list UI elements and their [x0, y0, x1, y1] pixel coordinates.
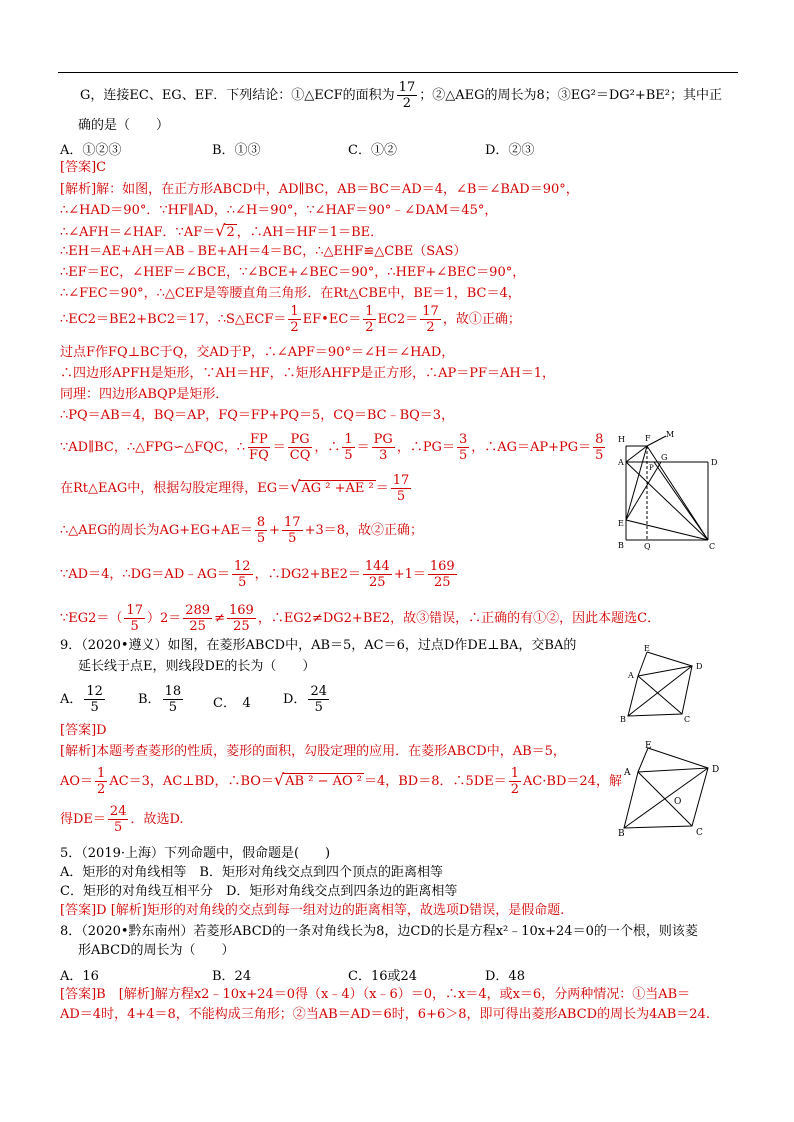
numerator: 24: [310, 684, 327, 699]
denominator: 5: [114, 820, 123, 835]
numerator: 1: [510, 766, 519, 781]
q9-option-c: C． 4: [213, 696, 251, 711]
fraction: [227, 603, 256, 634]
q9-option-d: [283, 684, 331, 715]
label-h: H: [618, 435, 625, 444]
fraction: [183, 603, 212, 634]
q8-solution-line: [60, 559, 459, 590]
fraction: [308, 684, 329, 715]
label-a: A: [628, 671, 634, 680]
numerator: 17: [398, 80, 416, 95]
denominator: 5: [458, 448, 468, 463]
solution-text: AC＝3，AC⊥BD，∴BO＝: [109, 774, 274, 789]
q9-answer: [答案]D: [60, 723, 107, 738]
q8-stem-line-1: [80, 80, 722, 111]
solution-text: ．故选D.: [130, 812, 184, 827]
solution-text: ∵AD∥BC，∴△FPG∽△FQC，∴: [60, 440, 246, 455]
q5-options-cd: C．矩形的对角线互相平分 D．矩形对角线交点到四条边的距离相等: [60, 884, 458, 899]
solution-text: ∵EG2＝（: [60, 611, 123, 626]
numerator: PG: [290, 432, 310, 447]
label-m: M: [666, 430, 675, 439]
q9-stem-line-1: 9．（2020•遵义）如图，在菱形ABCD中，AB＝5，AC＝6，过点D作DE⊥BA，交BA的: [60, 638, 577, 653]
label-d: D: [711, 458, 718, 467]
q8b-option-c: C．16或24: [348, 969, 418, 984]
q8b-stem-line-2: 形ABCD的周长为（ ）: [78, 943, 235, 958]
numerator: 17: [392, 473, 410, 488]
option-label: D．: [283, 692, 307, 707]
q8-stem-text: G，连接EC、EG、EF．下列结论：①△ECF的面积为: [80, 88, 395, 103]
q9-stem-line-2: 延长线于点E，则线段DE的长为（ ）: [78, 659, 316, 674]
q8-solution-line: 同理：四边形ABQP是矩形．: [60, 387, 229, 402]
label-p: P: [649, 464, 654, 472]
numerator: FP: [250, 432, 268, 447]
numerator: 17: [126, 603, 143, 618]
fraction: [342, 432, 354, 463]
radicand: AG ² +AE ²: [301, 481, 374, 496]
solution-text: 得DE＝: [60, 812, 106, 827]
numerator: 1: [97, 766, 106, 781]
denominator: 5: [90, 700, 99, 715]
label-b: B: [620, 715, 626, 724]
q5-stem: 5．（2019·上海）下列命题中，假命题是( ): [60, 846, 331, 861]
solution-text: ，故①正确；: [442, 312, 521, 327]
fraction: [247, 432, 271, 463]
fraction: [163, 684, 184, 715]
q8-solution-line: [60, 603, 660, 634]
fraction: [420, 304, 441, 335]
numerator: 17: [422, 304, 439, 319]
label-d: D: [712, 765, 720, 775]
fraction: [593, 432, 605, 463]
solution-text: ＝4，BD＝8．∴5DE＝: [363, 774, 507, 789]
numerator: 1: [344, 432, 353, 447]
solution-text: ＝: [375, 481, 389, 496]
numerator: 3: [458, 432, 468, 447]
fraction: [428, 559, 457, 590]
label-a: A: [618, 458, 624, 467]
rhombus-figure-large: [616, 738, 726, 838]
radicand: AB ² − AO ²: [285, 774, 362, 789]
fraction: [232, 559, 253, 590]
numerator: 144: [364, 559, 390, 574]
denominator: 2: [365, 320, 374, 335]
q5-options-ab: A．矩形的对角线相等 B．矩形对角线交点到四个顶点的距离相等: [60, 865, 443, 880]
q8-solution-line: ∴∠HAD＝90°．∵HF∥AD，∴∠H＝90°，∵∠HAF＝90°﹣∠DAM＝45°，: [60, 203, 498, 218]
fraction: [397, 80, 418, 111]
denominator: 5: [314, 700, 323, 715]
solution-text: ＝: [272, 440, 286, 455]
solution-text: EC2＝: [377, 312, 419, 327]
solution-text: +1＝: [393, 567, 426, 582]
q8-solution-line: ∴四边形APFH是矩形，∵AH＝HF，∴矩形AHFP是正方形，∴AP＝PF＝AH＝1，: [60, 366, 555, 381]
denominator: 25: [233, 619, 250, 634]
radical-sign: √: [290, 477, 301, 496]
solution-text: 在Rt△EAG中，根据勾股定理得，EG＝: [60, 481, 291, 496]
q8-solution-line: [60, 223, 383, 241]
denominator: 2: [97, 782, 106, 797]
denominator: 25: [189, 619, 206, 634]
q8b-option-d: D．48: [485, 969, 525, 984]
fraction: [457, 432, 469, 463]
numerator: 12: [86, 684, 103, 699]
denominator: FQ: [249, 448, 269, 463]
fraction: [363, 559, 392, 590]
denominator: 5: [238, 575, 247, 590]
denominator: 5: [288, 531, 297, 546]
label-e: E: [644, 644, 650, 653]
q8b-option-b: B．24: [212, 969, 252, 984]
q8-solution-line: [60, 432, 607, 463]
solution-text: ，∴DG2+BE2＝: [254, 567, 361, 582]
label-d: D: [696, 662, 703, 671]
denominator: 5: [130, 619, 139, 634]
numerator: 17: [284, 515, 301, 530]
q8b-answer: [答案]B [解析]解方程x2﹣10x+24＝0得（x﹣4）（x﹣6）＝0，∴x＝4，或x＝6，分两种情况：①当AB＝: [60, 987, 691, 1002]
numerator: 18: [164, 684, 182, 699]
fraction: [84, 684, 105, 715]
label-e: E: [645, 741, 652, 751]
numerator: 8: [256, 515, 266, 530]
label-q: Q: [644, 542, 651, 551]
fraction: [391, 473, 412, 504]
rhombus-figure-small: [616, 640, 716, 724]
q8-solution-line: [60, 473, 413, 504]
q8-solution-line: ∴∠FEC＝90°，∴△CEF是等腰直角三角形．在Rt△CBE中，BE＝1，BC＝4，: [60, 286, 521, 301]
numerator: 24: [109, 804, 127, 819]
fraction: [288, 304, 300, 335]
q8-option-c: C．①②: [348, 143, 397, 158]
q8-stem-line-2: 确的是（ ）: [78, 118, 170, 133]
q8-option-d: D．②③: [485, 143, 535, 158]
solution-text: ，∴: [314, 440, 341, 455]
numerator: PG: [373, 432, 393, 447]
label-e: E: [618, 519, 624, 528]
numerator: 169: [228, 603, 254, 618]
q8-solution-line: ∴EF＝EC，∠HEF＝∠BCE，∵∠BCE+∠BEC＝90°，∴HEF+∠BEC＝90°，: [60, 265, 526, 280]
fraction: [124, 603, 145, 634]
fraction: [288, 432, 313, 463]
option-label: A．: [60, 692, 83, 707]
label-c: C: [696, 828, 703, 838]
solution-text: ，∴AH＝HF＝1＝BE．: [236, 225, 384, 240]
fraction: [95, 766, 107, 797]
q8b-answer-cont: AD＝4时，4+4＝8，不能构成三角形；②当AB＝AD＝6时，6+6＞8，即可得出菱形ABCD的周长为4AB＝24.: [60, 1007, 710, 1022]
q8-solution-line: [60, 304, 521, 335]
numerator: 289: [185, 603, 211, 618]
denominator: 25: [434, 575, 451, 590]
solution-text: EF•EC＝: [302, 312, 362, 327]
solution-text: AC·BD＝24，解: [522, 774, 622, 789]
denominator: 25: [369, 575, 386, 590]
q8-solution-line: ∴PQ＝AB＝4，BQ＝AP，FQ＝FP+PQ＝5，CQ＝BC﹣BQ＝3，: [60, 408, 455, 423]
denominator: 5: [396, 489, 406, 504]
solution-text: ∵AD＝4，∴DG＝AD﹣AG＝: [60, 567, 231, 582]
q9-option-b: [138, 684, 185, 715]
q8b-stem-line-1: 8．（2020•黔东南州）若菱形ABCD的一条对角线长为8，边CD的长是方程x²﹣10x+24＝0的一个根，则该菱: [60, 924, 698, 939]
numerator: 169: [429, 559, 455, 574]
q8-solution-line: ∴EH＝AE+AH＝AB﹣BE+AH＝4＝BC，∴△EHF≌△CBE（SAS）: [60, 244, 467, 259]
q8-solution-line: 过点F作FQ⊥BC于Q，交AD于P，∴∠APF＝90°＝∠H＝∠HAD，: [60, 345, 455, 360]
label-b: B: [618, 829, 625, 838]
fraction: [108, 804, 129, 835]
solution-text: ≠: [214, 611, 225, 626]
denominator: 5: [595, 448, 604, 463]
solution-text: ）2＝: [146, 611, 182, 626]
q9-option-a: [60, 684, 107, 715]
q8-stem-text: ；②△AEG的周长为8；③EG²＝DG²+BE²；其中正: [419, 88, 723, 103]
label-f: F: [645, 434, 651, 443]
solution-text: ，∴AG＝AP+PG＝: [471, 440, 592, 455]
fraction: [509, 766, 521, 797]
solution-text: ，∴PG＝: [396, 440, 455, 455]
q9-solution-line: [60, 804, 184, 835]
denominator: 5: [256, 531, 266, 546]
radical-sign: √: [215, 221, 226, 240]
solution-text: ∴EC2＝BE2+BC2＝17，∴S△ECF＝: [60, 312, 287, 327]
denominator: 3: [379, 448, 388, 463]
q5-answer: [答案]D [解析]矩形的对角线的交点到每一组对边的距离相等，故选项D错误，是假命题.: [60, 903, 565, 918]
denominator: 5: [344, 448, 353, 463]
denominator: 2: [426, 320, 435, 335]
fraction: [255, 515, 267, 546]
denominator: 2: [402, 96, 412, 111]
label-b: B: [618, 541, 624, 550]
solution-text: +3＝8，故②正确；: [304, 523, 424, 538]
label-c: C: [684, 715, 691, 724]
q8-solution-line: ∴△AEG的周长为AG+EG+AE＝ $\frac{8}{5}$ + $\frac{17}{5}$ +3＝8，故②正确；: [60, 515, 424, 546]
q9-solution-line: [解析]本题考查菱形的性质，菱形的面积，勾股定理的应用．在菱形ABCD中，AB＝5，: [60, 744, 566, 759]
q8-answer: [答案]C: [60, 160, 107, 175]
solution-text: ∴△AEG的周长为AG+EG+AE＝: [60, 523, 253, 538]
label-o: O: [674, 797, 682, 807]
label-a: A: [624, 768, 631, 778]
q8b-option-a: A．16: [60, 969, 99, 984]
q8-option-a: A．①②③: [60, 143, 122, 158]
radical-sign: √: [273, 770, 285, 789]
square-geometry-figure: [614, 428, 722, 552]
q8-option-b: B．①③: [212, 143, 261, 158]
option-label: B．: [138, 692, 161, 707]
numerator: 8: [595, 432, 604, 447]
numerator: 1: [365, 304, 374, 319]
label-c: C: [709, 542, 716, 551]
header-rule: [58, 72, 738, 73]
denominator: 2: [290, 320, 299, 335]
label-g: G: [661, 453, 668, 462]
q8-solution-line: [解析]解：如图，在正方形ABCD中，AD∥BC，AB＝BC＝AD＝4，∠B＝∠BAD＝90°，: [60, 182, 579, 197]
denominator: CQ: [289, 448, 311, 463]
solution-text: ∴∠AFH＝∠HAF．∵AF＝: [60, 225, 216, 240]
solution-text: AO＝: [60, 774, 94, 789]
q9-solution-line: [60, 766, 622, 797]
solution-text: ＝: [356, 440, 370, 455]
fraction: [282, 515, 303, 546]
numerator: 12: [234, 559, 251, 574]
numerator: 1: [290, 304, 299, 319]
denominator: 5: [168, 700, 177, 715]
fraction: [363, 304, 375, 335]
solution-text: ，∴EG2≠DG2+BE2，故③错误，∴正确的有①②，因此本题选C．: [257, 611, 661, 626]
fraction: [372, 432, 395, 463]
denominator: 2: [510, 782, 519, 797]
radicand: 2: [226, 225, 235, 240]
